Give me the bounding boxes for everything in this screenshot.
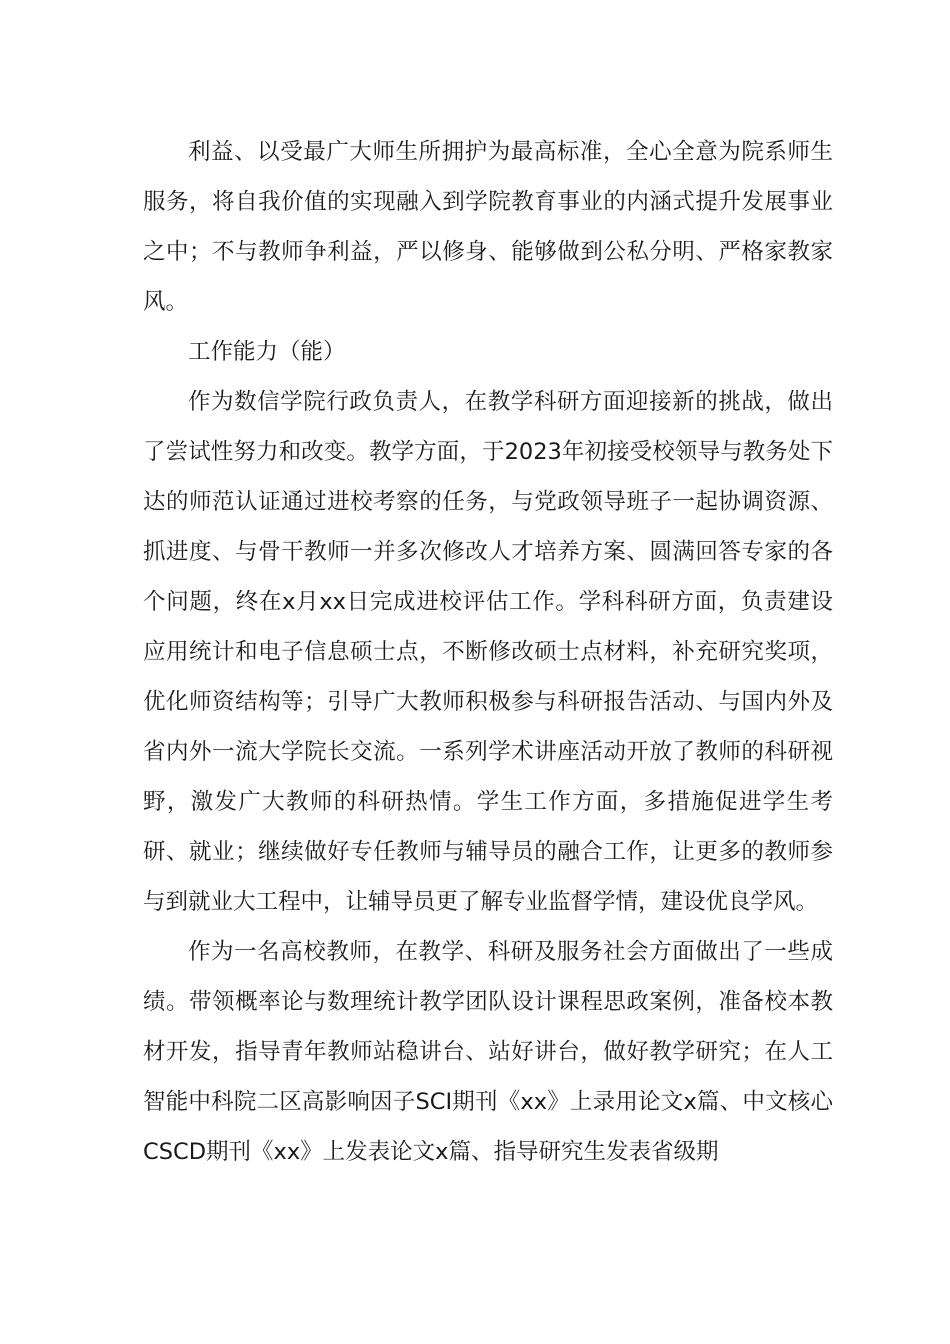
- paragraph-teacher-work: 作为一名高校教师，在教学、科研及服务社会方面做出了一些成绩。带领概率论与数理统计教学团队设计课程思政案例，准备校本教材开发，指导青年教师站稳讲台、站好讲台，做好教学研究；在人工智能中科院二区高影响因子SCI期刊《xx》上录用论文x篇、中文核心CSCD期刊《xx》上发表论文x篇、指导研究生发表省级期: [143, 939, 833, 1165]
- paragraph-admin-work: 作为数信学院行政负责人，在教学科研方面迎接新的挑战，做出了尝试性努力和改变。教学方面，于2023年初接受校领导与教务处下达的师范认证通过进校考察的任务，与党政领导班子一起协调资源、抓进度、与骨干教师一并多次修改人才培养方案、圆满回答专家的各个问题，终在x月xx日完成进校评估工作。学科科研方面，负责建设应用统计和电子信息硕士点，不断修改硕士点材料，补充研究奖项，优化师资结构等；引导广大教师积极参与科研报告活动、与国内外及省内外一流大学院长交流。一系列学术讲座活动开放了教师的科研视野，激发广大教师的科研热情。学生工作方面，多措施促进学生考研、就业；继续做好专任教师与辅导员的融合工作，让更多的教师参与到就业大工程中，让辅导员更了解专业监督学情，建设优良学风。: [143, 389, 833, 915]
- paragraph-continuation: 利益、以受最广大师生所拥护为最高标准，全心全意为院系师生服务，将自我价值的实现融入到学院教育事业的内涵式提升发展事业之中；不与教师争利益，严以修身、能够做到公私分明、严格家教家风。: [143, 139, 833, 315]
- section-heading-ability: 工作能力（能）: [188, 339, 346, 365]
- document-body: [143, 127, 833, 1177]
